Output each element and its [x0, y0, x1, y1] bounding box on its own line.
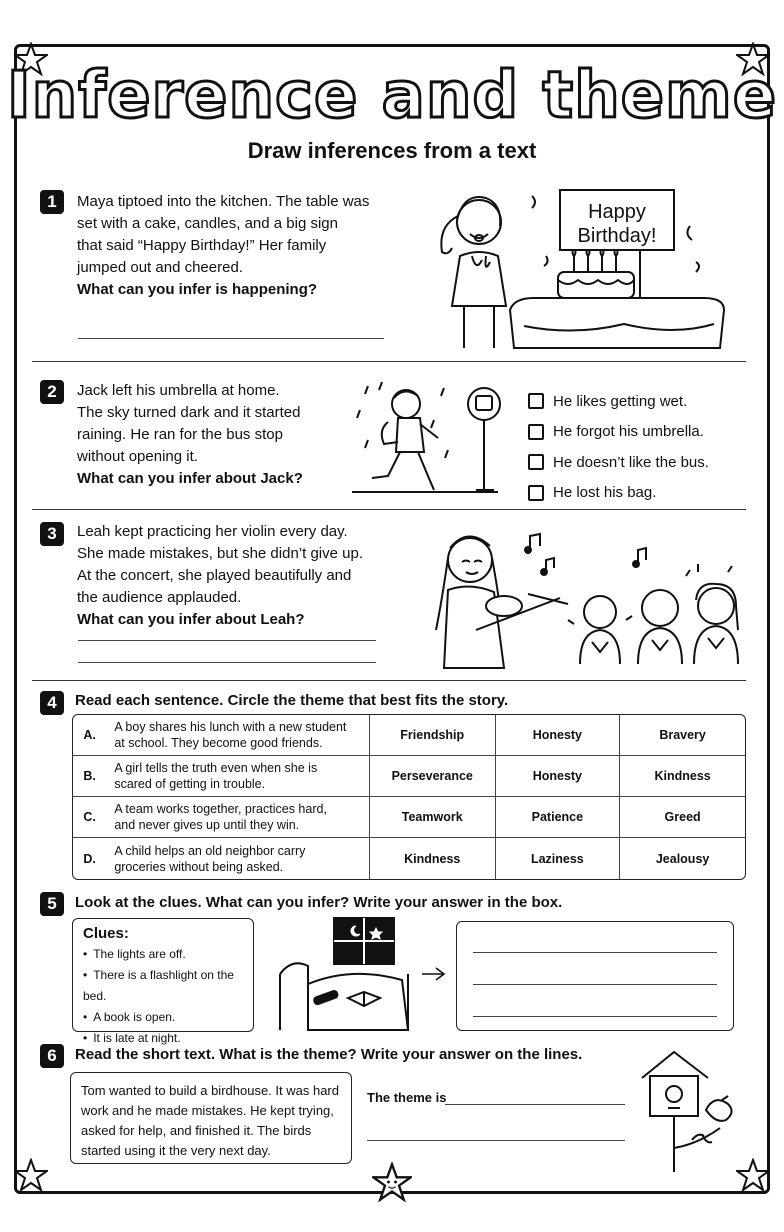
- section-divider: [32, 680, 746, 681]
- theme-choice[interactable]: Jealousy: [655, 851, 710, 866]
- row-sentence: [106, 756, 370, 797]
- clues-box: [72, 918, 254, 1045]
- q5-instruction: Look at the clues. What can you infer? Write your answer in the box.: [75, 894, 563, 911]
- passage-line: Leah kept practicing her violin every day.: [77, 523, 348, 540]
- sentence-line: A boy shares his lunch with a new student: [114, 720, 347, 734]
- question-number: 2: [40, 380, 64, 404]
- theme-table: [72, 714, 746, 880]
- option-label: He doesn’t like the bus.: [553, 453, 709, 471]
- section-divider: [32, 509, 746, 510]
- sentence-line: groceries without being asked.: [114, 859, 284, 874]
- passage-line: set with a cake, candles, and a big sign: [77, 215, 338, 232]
- row-letter: C.: [73, 797, 106, 838]
- checkbox[interactable]: [528, 424, 544, 440]
- theme-choice[interactable]: Kindness: [620, 756, 745, 797]
- passage-line: asked for help, and finished it. The birds: [81, 1123, 312, 1138]
- list-item: • A book is open.: [83, 1007, 243, 1028]
- sign-text: Birthday!: [577, 225, 657, 247]
- checkbox[interactable]: [528, 393, 544, 409]
- table-row: [73, 715, 745, 756]
- theme-choice[interactable]: Kindness: [370, 838, 496, 879]
- list-item: • There is a flashlight on the bed.: [83, 965, 243, 1007]
- option-dislikes-bus[interactable]: [528, 447, 709, 478]
- clues-list: [83, 944, 243, 1049]
- answer-line[interactable]: [78, 662, 376, 663]
- question-number: 6: [40, 1044, 64, 1068]
- q2-passage: [77, 380, 303, 490]
- q6-passage-box: [70, 1072, 352, 1164]
- option-label: He lost his bag.: [553, 484, 657, 502]
- page-subtitle: Draw inferences from a text: [247, 138, 537, 163]
- clues-title: Clues:: [83, 925, 129, 942]
- sentence-line: A team works together, practices hard,: [114, 802, 327, 816]
- passage-line: Jack left his umbrella at home.: [77, 382, 280, 399]
- question-number: 4: [40, 691, 64, 715]
- table-row: [73, 756, 745, 797]
- theme-choice[interactable]: Honesty: [496, 756, 621, 797]
- answer-line[interactable]: [78, 338, 384, 339]
- row-sentence: [106, 715, 370, 756]
- checkbox[interactable]: [528, 485, 544, 501]
- question-number: 5: [40, 892, 64, 916]
- q3-question: What can you infer about Leah?: [77, 611, 305, 628]
- passage-line: The sky turned dark and it started: [77, 404, 301, 421]
- row-sentence: [106, 838, 370, 879]
- passage-line: started using it the very next day.: [81, 1143, 271, 1158]
- sentence-line: scared of getting in trouble.: [114, 777, 266, 791]
- page-title: Inference and theme: [6, 59, 778, 133]
- violin-concert-illustration: [428, 520, 744, 672]
- theme-choice[interactable]: Teamwork: [370, 797, 496, 838]
- q1-passage: [77, 191, 369, 301]
- passage-line: She made mistakes, but she didn’t give up.: [77, 545, 363, 562]
- row-letter: B.: [73, 756, 106, 797]
- answer-line[interactable]: [367, 1140, 625, 1141]
- passage-line: At the concert, she played beautifully and: [77, 567, 352, 584]
- row-letter: D.: [83, 851, 96, 866]
- q2-options: [528, 386, 709, 508]
- answer-line[interactable]: [473, 952, 717, 953]
- answer-line[interactable]: [473, 1016, 717, 1017]
- theme-choice[interactable]: Greed: [620, 797, 745, 838]
- q2-question: What can you infer about Jack?: [77, 470, 303, 487]
- option-lost-bag[interactable]: [528, 478, 709, 509]
- section-divider: [32, 361, 746, 362]
- question-number: 3: [40, 522, 64, 546]
- theme-choice[interactable]: Laziness: [496, 838, 621, 879]
- answer-box[interactable]: [456, 921, 734, 1031]
- row-letter: A.: [73, 715, 106, 756]
- sign-text: Happy: [588, 201, 646, 223]
- smiling-star-icon: [372, 1162, 412, 1202]
- birthday-illustration: [424, 186, 734, 352]
- bedroom-night-illustration: [272, 914, 452, 1034]
- sentence-line: at school. They become good friends.: [114, 736, 323, 750]
- checkbox[interactable]: [528, 454, 544, 470]
- answer-line[interactable]: [78, 640, 376, 641]
- rain-boy-illustration: [348, 380, 518, 500]
- passage-line: that said “Happy Birthday!” Her family: [77, 237, 327, 254]
- passage-line: raining. He ran for the bus stop: [77, 426, 283, 443]
- q4-instruction: Read each sentence. Circle the theme that best fits the story.: [75, 692, 509, 709]
- sentence-line: and never gives up until they win.: [114, 818, 300, 832]
- answer-line[interactable]: [445, 1104, 625, 1105]
- sentence-line: A girl tells the truth even when she is: [114, 761, 318, 775]
- list-item: • It is late at night.: [83, 1028, 243, 1049]
- passage-line: work and he made mistakes. He kept trying,: [81, 1103, 334, 1118]
- option-forgot-umbrella[interactable]: [528, 417, 709, 448]
- star-icon: [14, 1158, 48, 1192]
- birdhouse-illustration: [638, 1048, 742, 1174]
- theme-label: The theme is: [367, 1090, 447, 1105]
- theme-choice[interactable]: Friendship: [370, 715, 496, 756]
- theme-choice[interactable]: Honesty: [496, 715, 621, 756]
- theme-choice[interactable]: Patience: [496, 797, 621, 838]
- option-label: He forgot his umbrella.: [553, 423, 704, 441]
- q6-instruction: Read the short text. What is the theme? Write your answer on the lines.: [75, 1046, 583, 1063]
- q3-passage: [77, 521, 363, 631]
- q1-question: What can you infer is happening?: [77, 281, 318, 298]
- passage-line: Tom wanted to build a birdhouse. It was hard: [81, 1083, 339, 1098]
- passage-line: the audience applauded.: [77, 589, 242, 606]
- passage-line: without opening it.: [77, 448, 198, 465]
- question-number: 1: [40, 190, 64, 214]
- theme-choice[interactable]: Perseverance: [370, 756, 496, 797]
- sentence-line: A child helps an old neighbor carry: [114, 843, 306, 858]
- row-sentence: [106, 797, 370, 838]
- answer-line[interactable]: [473, 984, 717, 985]
- table-row: [73, 797, 745, 838]
- passage-line: jumped out and cheered.: [77, 259, 243, 276]
- passage-line: Maya tiptoed into the kitchen. The table was: [77, 193, 370, 210]
- option-label: He likes getting wet.: [553, 392, 688, 410]
- option-likes-wet[interactable]: [528, 386, 709, 417]
- table-row: [73, 838, 745, 879]
- list-item: • The lights are off.: [83, 944, 243, 965]
- theme-choice[interactable]: Bravery: [620, 715, 745, 756]
